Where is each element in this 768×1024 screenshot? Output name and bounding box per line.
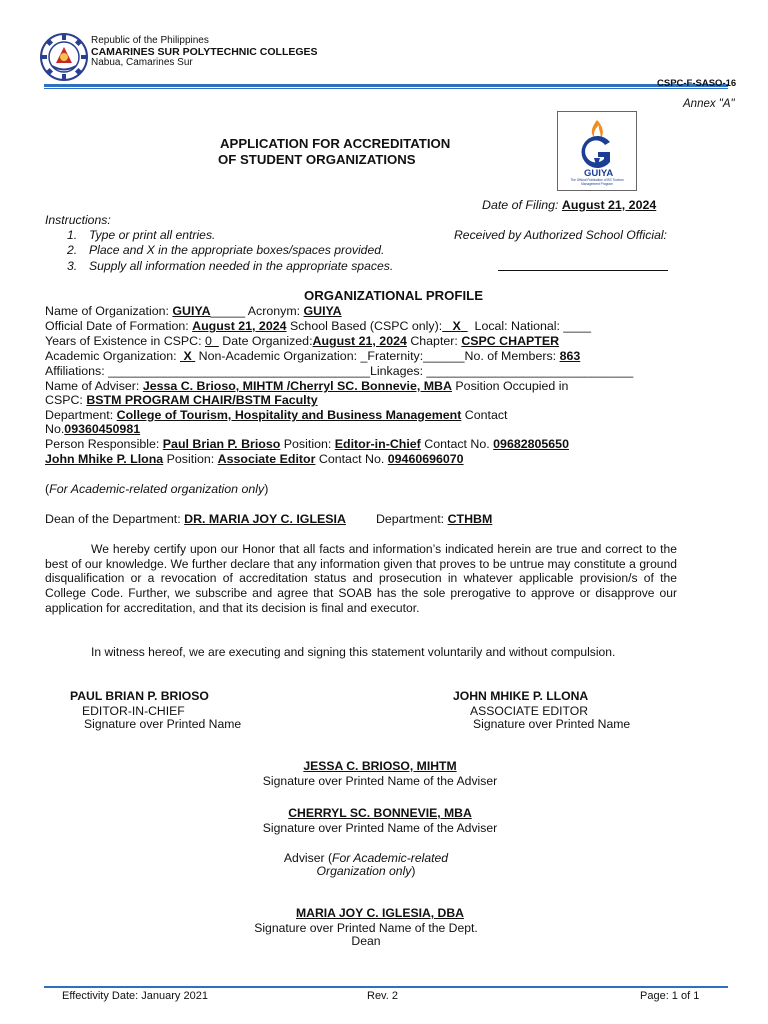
doc-title-line1: APPLICATION FOR ACCREDITATION (220, 136, 451, 151)
witness-paragraph: In witness hereof, we are executing and signing this statement voluntarily and without compulsion. (91, 645, 616, 659)
department-value: College of Tourism, Hospitality and Business Management (116, 408, 462, 422)
formation-row: Official Date of Formation: August 21, 2024 School Based (CSPC only): X Local: National: ____ (45, 319, 591, 333)
person2-contact: 09460696070 (387, 452, 464, 466)
dean-row: Dean of the Department: DR. MARIA JOY C. IGLESIA Department: CTHBM (45, 512, 493, 526)
dean-value: DR. MARIA JOY C. IGLESIA (184, 512, 346, 526)
adviser1-caption: Signature over Printed Name of the Adviser (262, 774, 498, 788)
header-country: Republic of the Philippines (91, 35, 209, 46)
footer-rev: Rev. 2 (367, 990, 398, 1002)
date-organized-value: August 21, 2024 (312, 334, 407, 348)
existence-row: Years of Existence in CSPC: 0 Date Organized:August 21, 2024 Chapter: CSPC CHAPTER (45, 334, 560, 348)
signatory-left-caption: Signature over Printed Name (84, 717, 242, 731)
dean-dept-value: CTHBM (447, 512, 493, 526)
person1-contact: 09682805650 (493, 437, 569, 451)
person1-position: Editor-in-Chief (334, 437, 421, 451)
received-by-signature-line (498, 270, 668, 271)
date-of-filing: Date of Filing: August 21, 2024 (482, 198, 657, 212)
person2-row: John Mhike P. Llona Position: Associate Editor Contact No. 09460696070 (45, 452, 464, 466)
footer-effectivity: Effectivity Date: January 2021 (62, 990, 208, 1002)
adviser2-caption: Signature over Printed Name of the Adviser (262, 821, 498, 835)
contact-row: No.09360450981 (45, 422, 141, 436)
academic-row: Academic Organization: X Non-Academic Organization: _Fraternity:______No. of Members: 863 (45, 349, 581, 363)
footer-rule (44, 986, 728, 988)
school-seal-logo (40, 33, 88, 81)
person2-name: John Mhike P. Llona (45, 452, 164, 466)
academic-note: (For Academic-related organization only) (45, 482, 269, 496)
org-logo-name: GUIYA (584, 168, 614, 179)
person2-position: Associate Editor (217, 452, 316, 466)
chapter-value: CSPC CHAPTER (461, 334, 560, 348)
instruction-item-2: 2. Place and X in the appropriate boxes/spaces provided. (67, 243, 385, 257)
form-code: CSPC-F-SASO-16 (657, 78, 737, 89)
adviser-note-line1: Adviser (For Academic-related (283, 851, 449, 865)
instruction-item-3: 3. Supply all information needed in the appropriate spaces. (67, 259, 394, 273)
affiliations-row: Affiliations: ______________________________________Linkages: ______________________________ (45, 364, 634, 378)
contact-value: 09360450981 (64, 422, 141, 436)
org-logo-tagline: The Official Publication of BS Tourism Management Program (570, 178, 624, 186)
members-value: 863 (559, 349, 581, 363)
annex-label: Annex "A" (683, 98, 735, 110)
acronym-value: GUIYA (303, 304, 342, 318)
years-value: 0 (205, 334, 212, 348)
school-based-mark: X (452, 319, 461, 333)
header-rule (44, 84, 728, 87)
signatory-right-title: ASSOCIATE EDITOR (470, 704, 589, 718)
signatory-left-title: EDITOR-IN-CHIEF (82, 704, 185, 718)
instructions-label: Instructions: (45, 213, 111, 227)
signatory-right-caption: Signature over Printed Name (473, 717, 631, 731)
footer-page: Page: 1 of 1 (640, 990, 700, 1002)
received-by-label: Received by Authorized School Official: (454, 228, 667, 242)
header-school-name: CAMARINES SUR POLYTECHNIC COLLEGES (91, 46, 318, 58)
academic-mark: X (183, 349, 192, 363)
org-name-value: GUIYA (172, 304, 211, 318)
date-of-filing-value: August 21, 2024 (561, 198, 657, 212)
signatory-right-name: JOHN MHIKE P. LLONA (453, 689, 589, 703)
person1-name: Paul Brian P. Brioso (162, 437, 281, 451)
dean-caption-1: Signature over Printed Name of the Dept. (254, 921, 478, 935)
header-rule-thin (44, 88, 728, 89)
doc-title-line2: OF STUDENT ORGANIZATIONS (218, 152, 416, 167)
org-name-row: Name of Organization: GUIYA_____ Acronym: GUIYA (45, 304, 342, 318)
adviser2-name: CHERRYL SC. BONNEVIE, MBA (288, 806, 472, 820)
dean-signature-name: MARIA JOY C. IGLESIA, DBA (296, 906, 464, 920)
position-cspc-row: CSPC: BSTM PROGRAM CHAIR/BSTM Faculty (45, 393, 318, 407)
adviser1-name: JESSA C. BRIOSO, MIHTM (303, 759, 457, 773)
formation-date-value: August 21, 2024 (192, 319, 287, 333)
adviser-value: Jessa C. Brioso, MIHTM /Cherryl SC. Bonnevie, MBA (142, 379, 452, 393)
person-responsible-row: Person Responsible: Paul Brian P. Brioso Position: Editor-in-Chief Contact No. 09682805650 (45, 437, 569, 451)
profile-heading: ORGANIZATIONAL PROFILE (304, 288, 484, 303)
certification-paragraph: We hereby certify upon our Honor that all facts and information’s indicated herein are true and correct to the best of our knowledge. We further declare that any information given that proves to be untrue may constitute a ground disqualification or a revocation of accreditation status and prosecution in whatever applicable provision/s of the College Code. Further, we subscribe and agree that SOAB has the sole prerogative to approve or disapprove our application for accreditation, and that its decision is final and executor. (45, 542, 677, 615)
adviser-row: Name of Adviser: Jessa C. Brioso, MIHTM /Cherryl SC. Bonnevie, MBA Position Occupied in (45, 379, 569, 393)
instruction-item-1: 1. Type or print all entries. (67, 228, 216, 242)
dean-caption-2: Dean (351, 934, 381, 948)
date-of-filing-label: Date of Filing (482, 198, 556, 212)
position-cspc-value: BSTM PROGRAM CHAIR/BSTM Faculty (86, 393, 318, 407)
adviser-note-line2: Organization only) (316, 864, 416, 878)
department-row: Department: College of Tourism, Hospitality and Business Management Contact (45, 408, 508, 422)
header-location: Nabua, Camarines Sur (91, 57, 193, 68)
signatory-left-name: PAUL BRIAN P. BRIOSO (70, 689, 209, 703)
org-logo (557, 111, 637, 191)
